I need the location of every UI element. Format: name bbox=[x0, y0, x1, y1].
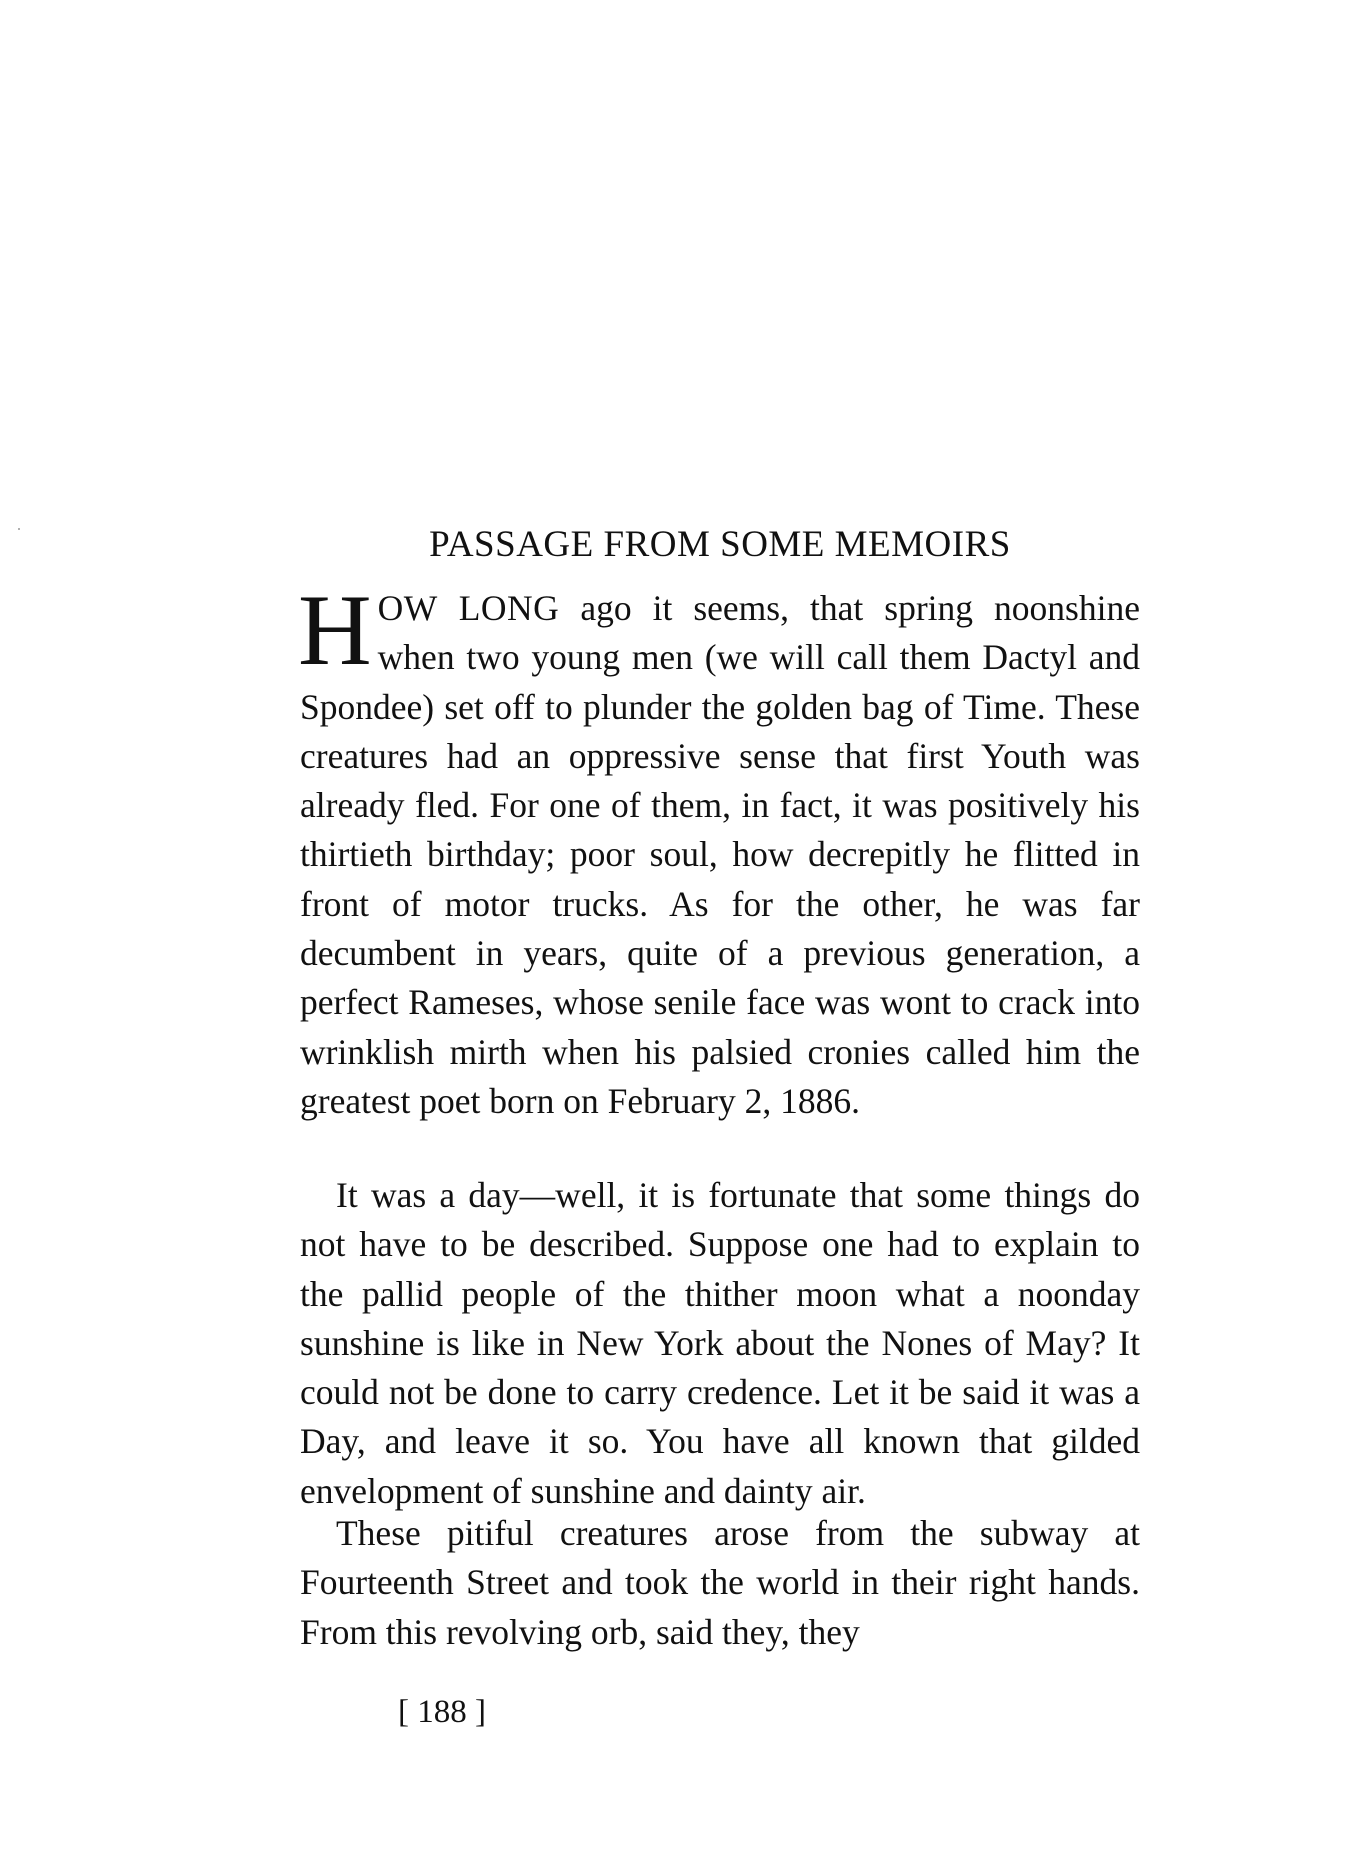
scan-speck bbox=[18, 528, 20, 530]
page-number: [ 188 ] bbox=[398, 1694, 486, 1730]
paragraph-1-text: ago it seems, that spring noonshine when two young men (we will call them Dactyl and Spondee) set off to plunder the golden bag of Time. These creatures had an oppressive sense that first Youth was already fled. For one of them, in fact, it was positively his thirtieth birthday; poor soul, how decrepitly he flitted in front of motor trucks. As for the other, he was far decumbent in years, quite of a previous generation, a perfect Rameses, whose senile face was wont to crack into wrinklish mirth when his palsied cronies called him the greatest poet born on February 2, 1886. bbox=[300, 588, 1140, 1121]
paragraph-3: These pitiful creatures arose from the subway at Fourteenth Street and took the world in their right hands. From this revolving orb, said they, they bbox=[300, 1513, 1140, 1652]
chapter-title: PASSAGE FROM SOME MEMOIRS bbox=[429, 523, 1011, 565]
paragraph-1 bbox=[298, 574, 1140, 1126]
lead-in-words: OW LONG bbox=[377, 588, 560, 628]
paragraph-2: It was a day—well, it is fortunate that some things do not have to be described. Suppose one had to explain to the pallid people of the thither moon what a noonday sunshine is like in New York about the Nones of May? It could not be done to carry credence. Let it be said it was a Day, and leave it so. You have all known that gilded envelopment of sunshine and dainty air. bbox=[300, 1175, 1140, 1511]
drop-cap: H bbox=[298, 574, 372, 687]
